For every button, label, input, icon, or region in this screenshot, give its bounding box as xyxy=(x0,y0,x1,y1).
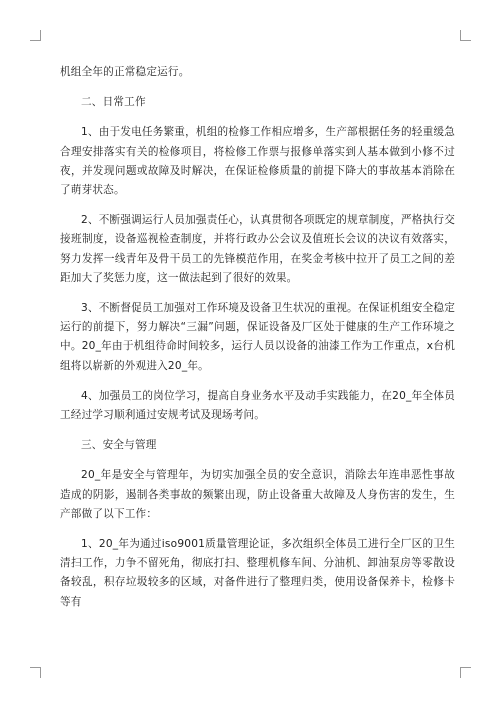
paragraph-environment: 3、不断督促员工加强对工作环境及设备卫生状况的重视。在保证机组安全稳定运行的前提下，努力解决“三漏”问题，保证设备及厂区处于健康的生产工作环境之中。20_年由于机组待命时间较多，运行人员以设备的油漆工作为工作重点，x台机组将以崭新的外观进入20_年。 xyxy=(60,302,455,372)
crop-mark-bottom-right xyxy=(460,667,471,678)
crop-mark-top-right xyxy=(460,30,471,41)
section-heading-daily-work: 二、日常工作 xyxy=(81,96,146,109)
paragraph-responsibility: 2、不断强调运行人员加强责任心，认真贯彻各项既定的规章制度，严格执行交接班制度，设备巡视检查制度，并将行政办公会议及值班长会议的决议有效落实，努力发挥一线青年及骨干员工的先锋模范作用，在奖金考核中拉开了员工之间的差距加大了奖惩力度，这一做法起到了很好的效果。 xyxy=(60,214,455,284)
paragraph-iso9001: 1、20_年为通过iso9001质量管理论证，多次组织全体员工进行全厂区的卫生清扫工作，力争不留死角，彻底打扫、整理机修车间、分油机、卸油泵房等零散设备较乱，积存垃圾较多的区域，对备件进行了整理归类，使用设备保养卡，检修卡等有 xyxy=(60,538,455,608)
paragraph-maintenance: 1、由于发电任务繁重，机组的检修工作相应增多，生产部根据任务的轻重缓急合理安排落实有关的检修项目，将检修工作票与报修单落实到人基本做到小修不过夜，并发现问题或故障及时解决，在保证检修质量的前提下降大的事故基本消除在了萌芽状态。 xyxy=(60,126,455,197)
crop-mark-top-left xyxy=(30,30,41,41)
paragraph-continuation: 机组全年的正常稳定运行。 xyxy=(60,66,190,78)
crop-mark-bottom-left xyxy=(30,667,41,678)
section-heading-safety: 三、安全与管理 xyxy=(81,439,157,452)
paragraph-training: 4、加强员工的岗位学习，提高自身业务水平及动手实践能力，在20_年全体员工经过学习顺利通过安规考试及现场考问。 xyxy=(60,389,455,422)
document-body xyxy=(60,63,455,623)
paragraph-safety-year: 20_年是安全与管理年，为切实加强全员的安全意识，消除去年连串恶性事故造成的阴影，遏制各类事故的频繁出现，防止设备重大故障及人身伤害的发生，生产部做了以下工作： xyxy=(60,469,455,520)
